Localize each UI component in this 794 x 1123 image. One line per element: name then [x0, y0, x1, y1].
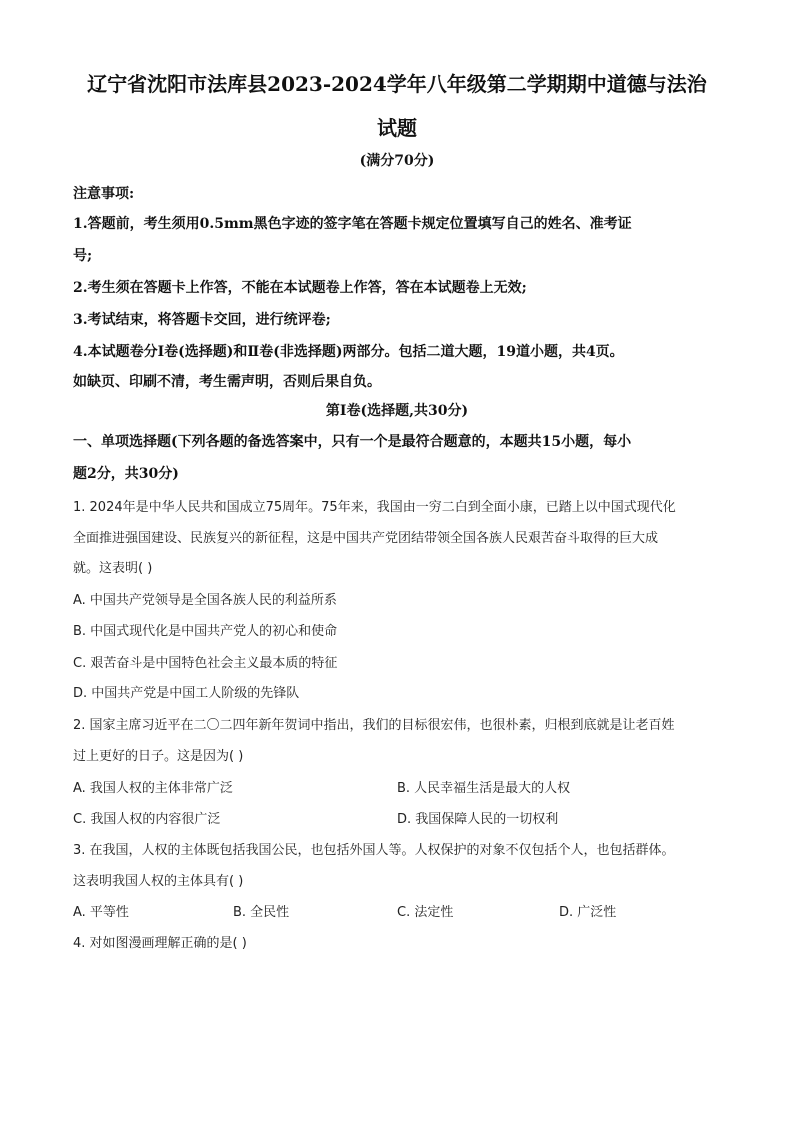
notice-line: 3.考试结束，将答题卡交回，进行统评卷; — [73, 312, 331, 328]
score-note: (满分70分) — [359, 153, 435, 169]
exam-title-line1: 辽宁省沈阳市法库县2023-2024学年八年级第二学期期中道德与法治 — [87, 72, 707, 96]
question-3-stem-line: 这表明我国人权的主体具有( ) — [73, 874, 244, 889]
question-1-stem-line: 就。这表明( ) — [73, 561, 153, 576]
question-2-option-a: A. 我国人权的主体非常广泛 — [73, 781, 233, 796]
question-2-stem-line: 2. 国家主席习近平在二〇二四年新年贺词中指出，我们的目标很宏伟，也很朴素，归根到底就是让老百姓 — [73, 718, 675, 733]
section-instruction-line1: 一、单项选择题(下列各题的备选答案中，只有一个是最符合题意的，本题共15小题，每小 — [73, 434, 632, 450]
section-instruction-line2: 题2分，共30分) — [73, 466, 179, 482]
section-title: 第Ⅰ卷(选择题,共30分) — [325, 403, 469, 419]
question-1-option-c: C. 艰苦奋斗是中国特色社会主义最本质的特征 — [73, 656, 338, 671]
question-1-option-b: B. 中国式现代化是中国共产党人的初心和使命 — [73, 624, 338, 639]
question-3-stem-line: 3. 在我国，人权的主体既包括我国公民，也包括外国人等。人权保护的对象不仅包括个人，也包括群体。 — [73, 843, 675, 858]
notice-line: 4.本试题卷分Ⅰ卷(选择题)和Ⅱ卷(非选择题)两部分。包括二道大题，19道小题，共4页。 — [73, 344, 624, 360]
exam-title-line2: 试题 — [377, 116, 417, 140]
notice-line: 1.答题前，考生须用0.5mm黑色字迹的签字笔在答题卡规定位置填写自己的姓名、准考证 — [73, 216, 632, 232]
question-3-option-b: B. 全民性 — [233, 905, 290, 920]
notice-heading: 注意事项: — [73, 186, 135, 202]
question-1-option-a: A. 中国共产党领导是全国各族人民的利益所系 — [73, 593, 337, 608]
notice-line: 2.考生须在答题卡上作答，不能在本试题卷上作答，答在本试题卷上无效; — [73, 280, 527, 296]
question-3-option-d: D. 广泛性 — [559, 905, 617, 920]
question-2-option-c: C. 我国人权的内容很广泛 — [73, 812, 221, 827]
question-3-option-c: C. 法定性 — [397, 905, 454, 920]
question-1-stem-line: 全面推进强国建设、民族复兴的新征程，这是中国共产党团结带领全国各族人民艰苦奋斗取得的巨大成 — [73, 531, 659, 546]
question-3-option-a: A. 平等性 — [73, 905, 129, 920]
notice-line: 如缺页、印刷不清，考生需声明，否则后果自负。 — [73, 374, 381, 390]
question-4-stem-line: 4. 对如图漫画理解正确的是( ) — [73, 936, 247, 951]
notice-line: 号; — [73, 248, 93, 264]
question-1-stem-line: 1. 2024年是中华人民共和国成立75周年。75年来，我国由一穷二白到全面小康，已踏上以中国式现代化 — [73, 500, 676, 515]
question-2-option-d: D. 我国保障人民的一切权利 — [397, 812, 559, 827]
question-1-option-d: D. 中国共产党是中国工人阶级的先锋队 — [73, 686, 300, 701]
question-2-option-b: B. 人民幸福生活是最大的人权 — [397, 781, 571, 796]
question-2-stem-line: 过上更好的日子。这是因为( ) — [73, 749, 244, 764]
